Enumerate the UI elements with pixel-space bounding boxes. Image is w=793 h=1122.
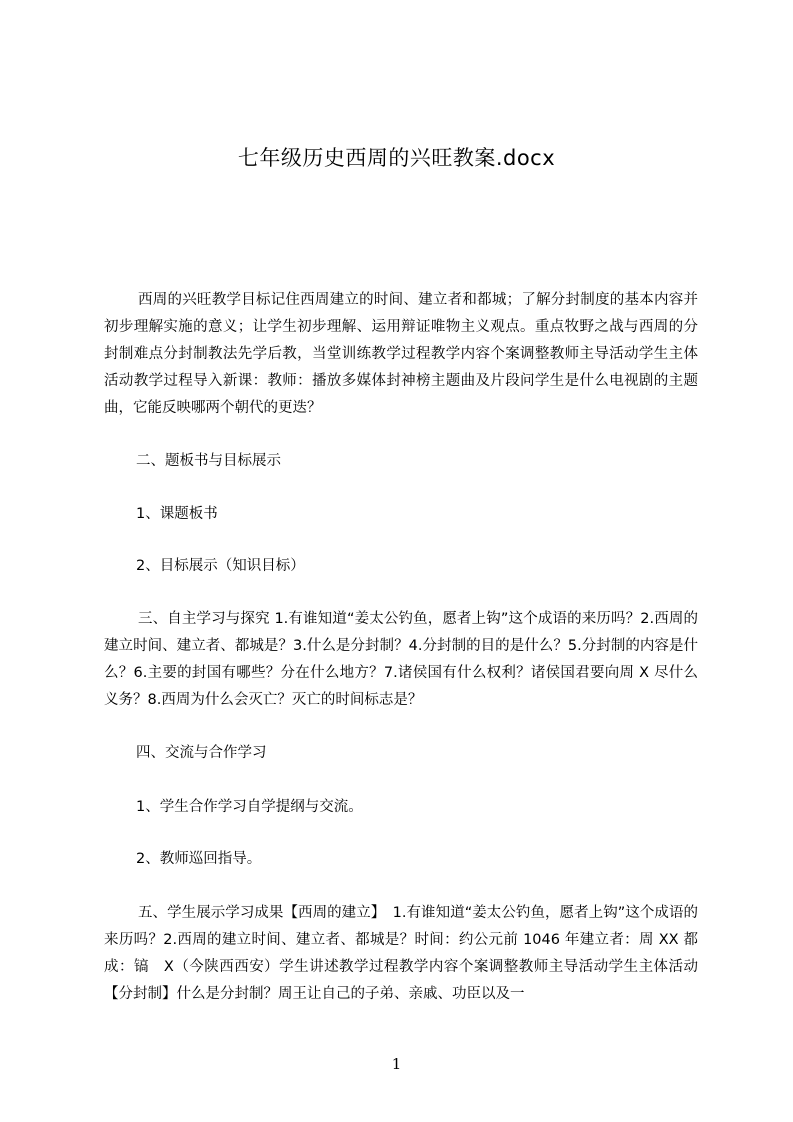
item-student-cooperation: 1、学生合作学习自学提纲与交流。: [136, 799, 363, 815]
item-topic-board: 1、课题板书: [136, 506, 218, 522]
paragraph-intro: 西周的兴旺教学目标记住西周建立的时间、建立者和都城；了解分封制度的基本内容并初步理解实施的意义；让学生初步理解、运用辩证唯物主义观点。重点牧野之战与西周的分封制难点分封制教法先学后教，当堂训练教学过程教学内容个案调整教师主导活动学生主体活动教学过程导入新课：教师：播放多媒体封神榜主题曲及片段问学生是什么电视剧的主题曲，它能反映哪两个朝代的更迭？: [104, 292, 698, 416]
item-teacher-guidance: 2、教师巡回指导。: [136, 851, 262, 867]
heading-board-and-objectives: 二、题板书与目标展示: [136, 453, 281, 469]
heading-cooperative-learning: 四、交流与合作学习: [136, 745, 267, 761]
document-title: 七年级历史西周的兴旺教案.docx: [237, 146, 556, 170]
paragraph-self-study: 三、自主学习与探究 1.有谁知道“姜太公钓鱼，愿者上钩”这个成语的来历吗？2.西周的建立时间、建立者、都城是？3.什么是分封制？4.分封制的目的是什么？5.分封制的内容是什么？6.主要的封国有哪些？分在什么地方？7.诸侯国有什么权利？诸侯国君要向周 X 尽什么义务？8.西周为什么会灭亡？灭亡的时间标志是？: [104, 611, 698, 708]
paragraph-student-presentation: 五、学生展示学习成果【西周的建立】 1.有谁知道“姜太公钓鱼，愿者上钩”这个成语的来历吗？2.西周的建立时间、建立者、都城是？时间：约公元前 1046 年建立者：周 XX 都成：镐 X（今陕西西安）学生讲述教学过程教学内容个案调整教师主导活动学生主体活动【分封制】什么是分封制？周王让自己的子弟、亲戚、功臣以及一: [104, 905, 698, 1002]
page-number: 1: [391, 1055, 402, 1073]
item-objectives-display: 2、目标展示（知识目标）: [136, 558, 305, 574]
